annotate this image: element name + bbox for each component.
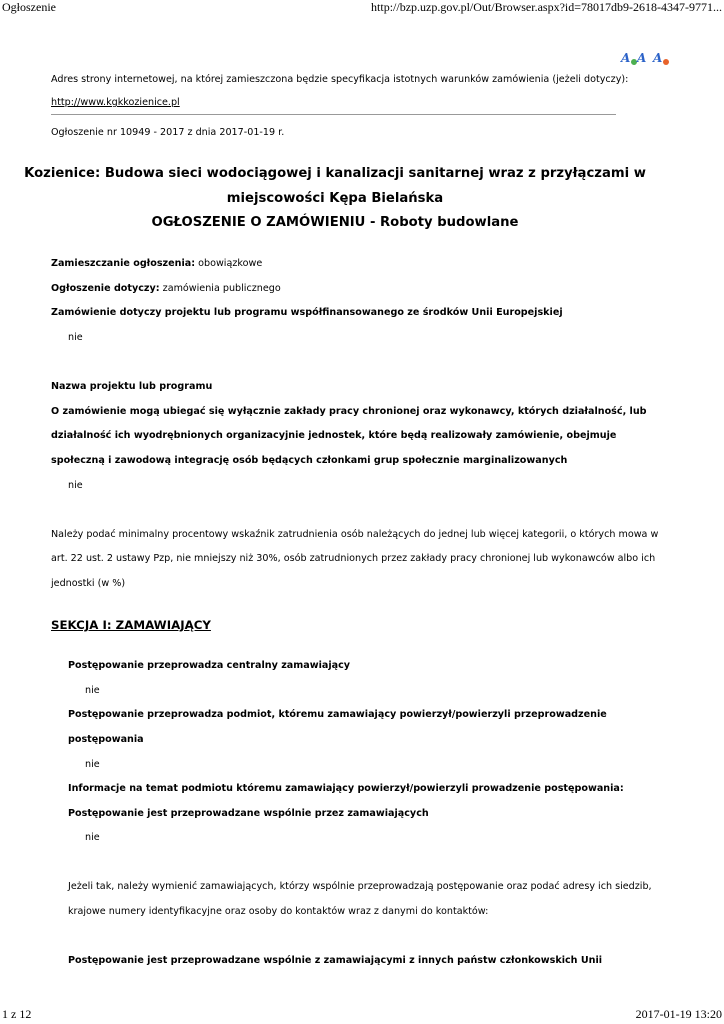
font-size-tools bbox=[621, 51, 667, 65]
jezeli-line1: Jeżeli tak, należy wymienić zamawiających, którzy wspólnie przeprowadzają postępowanie oraz podać adresy ich siedzib, bbox=[68, 881, 652, 892]
centralny-label: Postępowanie przeprowadza centralny zamawiający bbox=[68, 660, 351, 671]
field-dotyczy-label: Ogłoszenie dotyczy: bbox=[51, 283, 160, 294]
print-footer-datetime: 2017-01-19 13:20 bbox=[635, 1007, 722, 1021]
field-chronione-line2: działalność ich wyodrębnionych organizacyjnie jednostek, które będą realizowały zamówienie, obejmuje bbox=[51, 430, 617, 441]
field-wskaznik-line1: Należy podać minimalny procentowy wskaźnik zatrudnienia osób należących do jednej lub więcej kategorii, o których mowa w bbox=[51, 529, 659, 540]
field-zamieszczanie-label: Zamieszczanie ogłoszenia: bbox=[51, 258, 196, 269]
podmiot-value: nie bbox=[85, 759, 100, 770]
field-zamieszczanie-value: obowiązkowe bbox=[195, 258, 263, 269]
field-projekt-label: Nazwa projektu lub programu bbox=[51, 381, 213, 392]
font-size-large-icon[interactable]: A bbox=[653, 51, 667, 65]
field-chronione-line1: O zamówienie mogą ubiegać się wyłącznie zakłady pracy chronionej oraz wykonawcy, których działalność, lub bbox=[51, 406, 647, 417]
divider bbox=[51, 114, 616, 115]
field-chronione-value: nie bbox=[68, 480, 83, 491]
field-dotyczy-value: zamówienia publicznego bbox=[159, 283, 281, 294]
wspolnie-value: nie bbox=[85, 832, 100, 843]
jezeli-line2: krajowe numery identyfikacyjne oraz osoby do kontaktów wraz z danymi do kontaktów: bbox=[68, 906, 489, 917]
page-title-line1: Kozienice: Budowa sieci wodociągowej i kanalizacji sanitarnej wraz z przyłączami w bbox=[24, 166, 646, 181]
address-link[interactable]: http://www.kgkkozienice.pl bbox=[51, 97, 180, 108]
centralny-value: nie bbox=[85, 685, 100, 696]
podmiot-line1: Postępowanie przeprowadza podmiot, któremu zamawiający powierzył/powierzyli przeprowadzenie bbox=[68, 709, 607, 720]
field-chronione-line3: społeczną i zawodową integrację osób będących członkami grup społecznie marginalizowanych bbox=[51, 455, 568, 466]
page-title-line3: OGŁOSZENIE O ZAMÓWIENIU - Roboty budowlane bbox=[151, 215, 519, 230]
font-size-small-icon[interactable]: A bbox=[621, 51, 635, 65]
field-dotyczy bbox=[51, 283, 281, 295]
address-label: Adres strony internetowej, na której zamieszczona będzie specyfikacja istotnych warunków zamówienia (jeżeli dotyczy): bbox=[51, 74, 629, 85]
font-size-medium-icon[interactable]: A bbox=[637, 51, 647, 65]
informacje-label: Informacje na temat podmiotu któremu zamawiający powierzył/powierzyli prowadzenie postępowania: bbox=[68, 783, 624, 794]
field-ue-label: Zamówienie dotyczy projektu lub programu współfinansowanego ze środków Unii Europejskiej bbox=[51, 307, 563, 318]
print-header-title: Ogłoszenie bbox=[2, 0, 56, 14]
announcement-number: Ogłoszenie nr 10949 - 2017 z dnia 2017-01-19 r. bbox=[51, 127, 285, 138]
podmiot-line2: postępowania bbox=[68, 734, 144, 745]
field-ue-value: nie bbox=[68, 332, 83, 343]
unia-label: Postępowanie jest przeprowadzane wspólnie z zamawiającymi z innych państw członkowskich Unii bbox=[68, 955, 603, 966]
print-header-url: http://bzp.uzp.gov.pl/Out/Browser.aspx?id=78017db9-2618-4347-9771... bbox=[371, 0, 722, 14]
field-zamieszczanie bbox=[51, 258, 262, 270]
section-1-heading: SEKCJA I: ZAMAWIAJĄCY bbox=[51, 618, 211, 632]
field-wskaznik-line2: art. 22 ust. 2 ustawy Pzp, nie mniejszy niż 30%, osób zatrudnionych przez zakłady pracy chronionej lub wykonawców albo ich bbox=[51, 553, 656, 564]
print-footer-page: 1 z 12 bbox=[2, 1007, 32, 1021]
wspolnie-label: Postępowanie jest przeprowadzane wspólnie przez zamawiających bbox=[68, 808, 429, 819]
page-title-line2: miejscowości Kępa Bielańska bbox=[226, 191, 444, 206]
field-wskaznik-line3: jednostki (w %) bbox=[51, 578, 126, 589]
